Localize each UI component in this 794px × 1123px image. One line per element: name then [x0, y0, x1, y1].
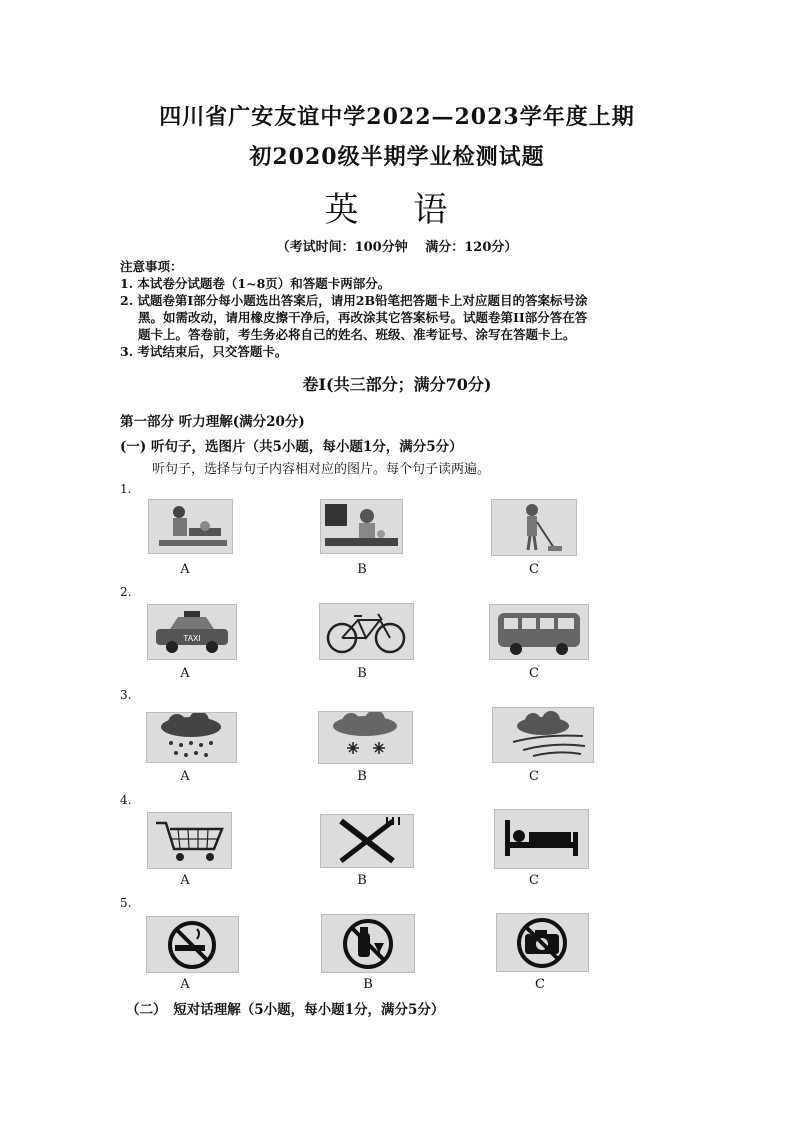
- question-number-2: 2.: [120, 585, 132, 599]
- part1-title: 第一部分 听力理解(满分20分): [120, 414, 305, 430]
- exam-title-line2: 初2020级半期学业检测试题: [249, 144, 545, 170]
- option-label-2b: B: [357, 666, 367, 681]
- washing-dishes-icon: [320, 499, 403, 554]
- exam-title-line1: 四川省广安友谊中学2022—2023学年度上期: [159, 104, 635, 130]
- notes-item-2c: 题卡上。答卷前，考生务必将自己的姓名、班级、准考证号、涂写在答题卡上。: [138, 327, 576, 342]
- taxi-sign-text: TAXI: [183, 634, 201, 643]
- option-label-3b: B: [357, 769, 367, 784]
- rain-icon: [146, 712, 237, 763]
- option-label-4c: C: [529, 873, 539, 888]
- option-label-5c: C: [535, 977, 545, 992]
- bicycle-icon: [319, 603, 414, 660]
- section1-title: (一) 听句子，选图片（共5小题，每小题1分，满分5分）: [120, 439, 463, 455]
- option-label-5b: B: [363, 977, 373, 992]
- option-label-1c: C: [529, 562, 539, 577]
- option-label-3c: C: [529, 769, 539, 784]
- question-number-4: 4.: [120, 793, 132, 807]
- wind-icon: [492, 707, 594, 763]
- notes-item-2b: 黑。如需改动，请用橡皮擦干净后，再改涂其它答案标号。试题卷第II部分答在答: [138, 310, 588, 325]
- option-label-4a: A: [180, 873, 190, 888]
- no-drinking-icon: [321, 914, 415, 973]
- option-label-4b: B: [357, 873, 367, 888]
- bed-icon: [494, 809, 589, 869]
- question-number-3: 3.: [120, 688, 132, 702]
- volume-title: 卷Ⅰ(共三部分；满分70分): [302, 375, 492, 394]
- bus-icon: [489, 604, 589, 660]
- question-number-1: 1.: [120, 482, 132, 496]
- notes-item-2a: 2. 试题卷第Ⅰ部分每小题选出答案后，请用2B铅笔把答题卡上对应题目的答案标号涂: [120, 293, 588, 308]
- notes-heading: 注意事项：: [120, 259, 183, 274]
- section2-title: （二） 短对话理解（5小题，每小题1分，满分5分）: [126, 1002, 445, 1018]
- notes-item-1: 1. 本试卷分试题卷（1~8页）和答题卡两部分。: [120, 276, 391, 291]
- option-label-2c: C: [529, 666, 539, 681]
- option-label-5a: A: [180, 977, 190, 992]
- subject-title: 英 语: [324, 190, 470, 230]
- notes-block: [120, 258, 680, 360]
- section1-instruction: 听句子，选择与句子内容相对应的图片。每个句子读两遍。: [152, 462, 491, 477]
- option-label-1a: A: [180, 562, 190, 577]
- notes-item-3: 3. 考试结束后，只交答题卡。: [120, 344, 288, 359]
- option-label-1b: B: [357, 562, 367, 577]
- exam-info: （考试时间：100分钟 满分：120分）: [276, 240, 518, 255]
- snow-icon: [318, 711, 413, 764]
- no-smoking-icon: [146, 916, 239, 973]
- no-photo-icon: [496, 913, 589, 972]
- taxi-icon: [147, 604, 237, 660]
- option-label-3a: A: [180, 769, 190, 784]
- knife-fork-icon: [320, 814, 414, 868]
- question-number-5: 5.: [120, 896, 132, 910]
- cooking-girl-icon: [148, 499, 233, 554]
- option-label-2a: A: [180, 666, 190, 681]
- shopping-cart-icon: [147, 812, 232, 869]
- sweeping-floor-icon: [491, 499, 577, 556]
